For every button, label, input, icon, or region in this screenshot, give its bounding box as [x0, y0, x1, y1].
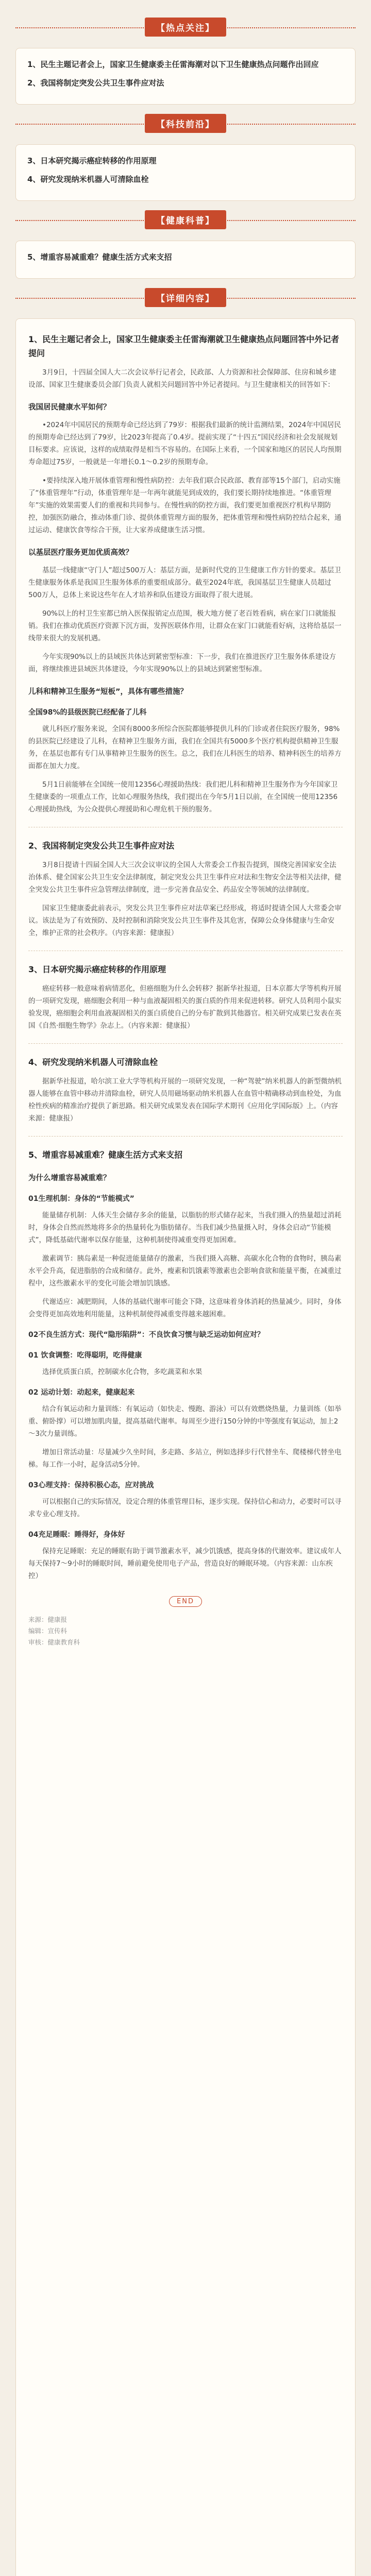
- article-title: 3、日本研究揭示癌症转移的作用原理: [28, 964, 166, 974]
- paragraph: 癌症转移一般意味着病情恶化，但癌细胞为什么会转移？据新华社报道，日本京都大学等机构开展的一项研究发现，癌细胞会利用一种与血液凝固相关的蛋白质的作用来促进转移。研究人员利用小鼠实验发现，癌细胞会利用血液凝固相关的蛋白质使自己的分布扩散到其他器官。相关研究成果已发表在英国《自然·细胞生物学》杂志上。（内容来源：健康报）: [28, 985, 342, 1030]
- detail-content: [15, 318, 356, 2576]
- article-title: 2、我国将制定突发公共卫生事件应对法: [28, 841, 175, 851]
- credit-source: 来源：健康报: [28, 1616, 68, 1623]
- sub-heading: 01 饮食调整：吃得聪明，吃得健康: [28, 1351, 142, 1360]
- paragraph: 3月8日提请十四届全国人大三次会议审议的全国人大常委会工作报告提到，围绕完善国家安全法治体系、健全国家公共卫生安全法律制度，制定突发公共卫生事件应对法和生物安全法等相关法律，健全突发公共卫生事件应急管理法律制度，进一步完善食品安全、药品安全等领域的法律制度。: [28, 861, 342, 894]
- list-item[interactable]: 3、日本研究揭示癌症转移的作用原理: [27, 156, 157, 165]
- sub-heading: 全国98%的县级医院已经配备了儿科: [28, 708, 147, 717]
- list-item[interactable]: 2、我国将制定突发公共卫生事件应对法: [27, 78, 164, 88]
- section-health: [15, 210, 356, 229]
- end-label: END: [169, 1596, 202, 1607]
- paragraph: 据新华社报道，哈尔滨工业大学等机构开展的一项研究发现，一种“驾驶”纳米机器人的新型微纳机器人能够在血管中移动并清除血栓，研究人员用磁场驱动纳米机器人在血管中精确移动到血栓处，为血栓性疾病的精准治疗提供了新思路。相关研究成果发表在国际学术期刊《应用化学国际版》上。（内容来源：健康报）: [28, 1077, 342, 1123]
- paragraph: •要持续深入地开展体重管理和慢性病防控：去年我们联合民政部、教育部等15个部门，启动实施了“体重管理年”行动，体重管理年是一年两年就能见到成效的，我们要长期持续地推进。“体重管理年”实施的效果需要人们的重视和共同参与。在慢性病的防控方面，我们要更加重视医疗机构早期防控，加强医防融合，推动体重门诊、提供体重管理方面的服务，把体重管理和慢性病防控结合起来，通过运动、健康饮食等综合干预，让大家养成健康生活习惯。: [28, 477, 342, 534]
- credit-editor: 编辑：宣传科: [28, 1627, 68, 1635]
- paragraph: 代谢适应：减肥期间，人体的基础代谢率可能会下降，这意味着身体消耗的热量减少。同时，身体会变得更加高效地利用能量，这种机制使得减重变得越来越困难。: [28, 1298, 342, 1318]
- section-tech: [15, 114, 356, 133]
- section-title-health: 【健康科普】: [145, 210, 226, 229]
- paragraph: 激素调节：胰岛素是一种促进能量储存的激素，当我们摄入高糖、高碳水化合物的食物时，胰岛素水平会升高，促进脂肪的合成和储存。此外，瘦素和饥饿素等激素也会影响食欲和能量平衡，在减重过程中，这些激素水平的变化可能会增加饥饿感。: [28, 1255, 342, 1287]
- paragraph: 能量储存机制：人体天生会储存多余的能量，以脂肪的形式储存起来，当我们摄入的热量超过消耗时，身体会自然而然地将多余的热量转化为脂肪储存。当我们减少热量摄入时，身体会启动“节能模式”，降低基础代谢率以保存能量，这种机制使得减重变得更加困难。: [28, 1211, 342, 1244]
- question-heading: 为什么增重容易减重难？: [28, 1174, 111, 1182]
- article-title: 4、研究发现纳米机器人可清除血栓: [28, 1057, 158, 1067]
- question-heading: 以基层医疗服务更加优质高效？: [28, 549, 133, 557]
- section-title-hot: 【热点关注】: [145, 18, 226, 37]
- paragraph: 今年实现90%以上的县域医共体达到紧密型标准：下一步，我们在推进医疗卫生服务体系建设方面，将继续推进县域医共体建设，今年实现90%以上的县域达到紧密型标准。: [28, 653, 336, 673]
- credit-review: 审核：健康教育科: [28, 1638, 80, 1646]
- question-heading: 我国居民健康水平如何？: [28, 403, 111, 412]
- paragraph: 可以根据自己的实际情况，设定合理的体重管理目标，逐步实现。保持信心和动力，必要时可以寻求专业心理支持。: [28, 1498, 342, 1518]
- sub-heading: 03心理支持：保持积极心态，应对挑战: [28, 1481, 154, 1489]
- paragraph: 保持充足睡眠：充足的睡眠有助于调节激素水平，减少饥饿感，提高身体的代谢效率。建议成年人每天保持7～9小时的睡眠时间，睡前避免使用电子产品，营造良好的睡眠环境。（内容来源：山东疾控）: [28, 1547, 342, 1580]
- paragraph: 90%以上的村卫生室都已纳入医保报销定点范围，极大地方便了老百姓看病，病在家门口就能报销。我们在推动优质医疗资源下沉方面，发挥医联体作用，让群众在家门口就能看好病，这将给基层一线带来很大的发展机遇。: [28, 609, 342, 642]
- list-item[interactable]: 5、增重容易减重难？健康生活方式来支招: [27, 252, 172, 262]
- sub-heading: 04充足睡眠：睡得好，身体好: [28, 1531, 125, 1539]
- credits: [28, 1614, 343, 1648]
- end-mark: [28, 1596, 343, 1607]
- paragraph: 选择优质蛋白质，控制碳水化合物，多吃蔬菜和水果: [42, 1368, 203, 1376]
- section-hot: [15, 18, 356, 37]
- sub-heading: 01生理机制：身体的“节能模式”: [28, 1195, 134, 1203]
- paragraph: 国家卫生健康委此前表示，突发公共卫生事件应对法草案已经形成，将适时提请全国人大常委会审议。该法是为了有效预防、及时控制和消除突发公共卫生事件及其危害，保障公众身体健康与生命安全，维护正常的社会秩序。（内容来源：健康报）: [28, 904, 342, 937]
- section-detail: [15, 288, 356, 307]
- tech-card: [15, 144, 356, 201]
- health-card: [15, 241, 356, 279]
- list-item[interactable]: 1、民生主题记者会上，国家卫生健康委主任雷海潮对以下卫生健康热点问题作出回应: [27, 60, 319, 69]
- sub-heading: 02 运动计划：动起来，健康起来: [28, 1388, 135, 1397]
- question-heading: 儿科和精神卫生服务“短板”，具体有哪些措施？: [28, 688, 188, 696]
- article-title: 1、民生主题记者会上，国家卫生健康委主任雷海潮就卫生健康热点问题回答中外记者提问: [28, 334, 340, 358]
- list-item[interactable]: 4、研究发现纳米机器人可清除血栓: [27, 175, 149, 184]
- hot-card: [15, 48, 356, 105]
- section-title-detail: 【详细内容】: [145, 288, 226, 307]
- sub-heading: 02不良生活方式：现代“隐形陷阱”：不良饮食习惯与缺乏运动如何应对？: [28, 1331, 264, 1339]
- paragraph: 基层一线健康“守门人”超过500万人：基层方面，是新时代党的卫生健康工作方针的要求。基层卫生健康服务体系是我国卫生服务体系的重要组成部分。截至2024年底，我国基层卫生健康人员超过500万人，总体上来说这些年在人才培养和队伍建设方面取得了很大进展。: [28, 566, 341, 599]
- divider: [28, 1043, 343, 1044]
- paragraph: 结合有氧运动和力量训练：有氧运动（如快走、慢跑、游泳）可以有效燃烧热量，力量训练（如举重、俯卧撑）可以增加肌肉量，提高基础代谢率。每周至少进行150分钟的中等强度有氧运动，加上2～3次力量训练。: [28, 1405, 342, 1438]
- paragraph: 5月1日前能够在全国统一使用12356心理援助热线：我们把儿科和精神卫生服务作为今年国家卫生健康委的一项重点工作，比如心理服务热线，我们提出在今年5月1日以前，在全国统一使用12356心理援助热线，为公众提供心理援助和心理危机干预的服务。: [28, 781, 338, 814]
- paragraph: 就儿科医疗服务来说，全国有8000多所综合医院都能够提供儿科的门诊或者住院医疗服务，98%的县医院已经建设了儿科，在精神卫生服务方面，我们在全国共有5000多个医疗机构提供精神卫生服务，在基层也都有专门从事精神卫生服务的医生。总之，我们在儿科医生的培养、精神科医生的培养方面都在加大力度。: [28, 725, 342, 770]
- paragraph: 3月9日，十四届全国人大二次会议举行记者会，民政部、人力资源和社会保障部、住房和城乡建设部、国家卫生健康委员会部门负责人就相关问题回答中外记者提问。与卫生健康相关的回答如下：: [28, 368, 336, 389]
- paragraph: •2024年中国居民的预期寿命已经达到了79岁：根据我们最新的统计监测结果，2024年中国居民的预期寿命已经达到了79岁，比2023年提高了0.4岁。提前实现了“十四五”国民经济和社会发展规划目标要求。应该说，这样的成绩取得是相当不容易的。在国际上来看，一个国家和地区的居民人均预期寿命超过75岁，一般就是一年增长0.1～0.2岁的预期寿命。: [28, 421, 342, 466]
- paragraph: 增加日常活动量：尽量减少久坐时间，多走路、多站立，例如选择步行代替坐车、爬楼梯代替坐电梯。每工作一小时，起身活动5分钟。: [28, 1448, 342, 1469]
- divider: [28, 1136, 343, 1137]
- article-title: 5、增重容易减重难？健康生活方式来支招: [28, 1150, 183, 1160]
- section-title-tech: 【科技前沿】: [145, 114, 226, 133]
